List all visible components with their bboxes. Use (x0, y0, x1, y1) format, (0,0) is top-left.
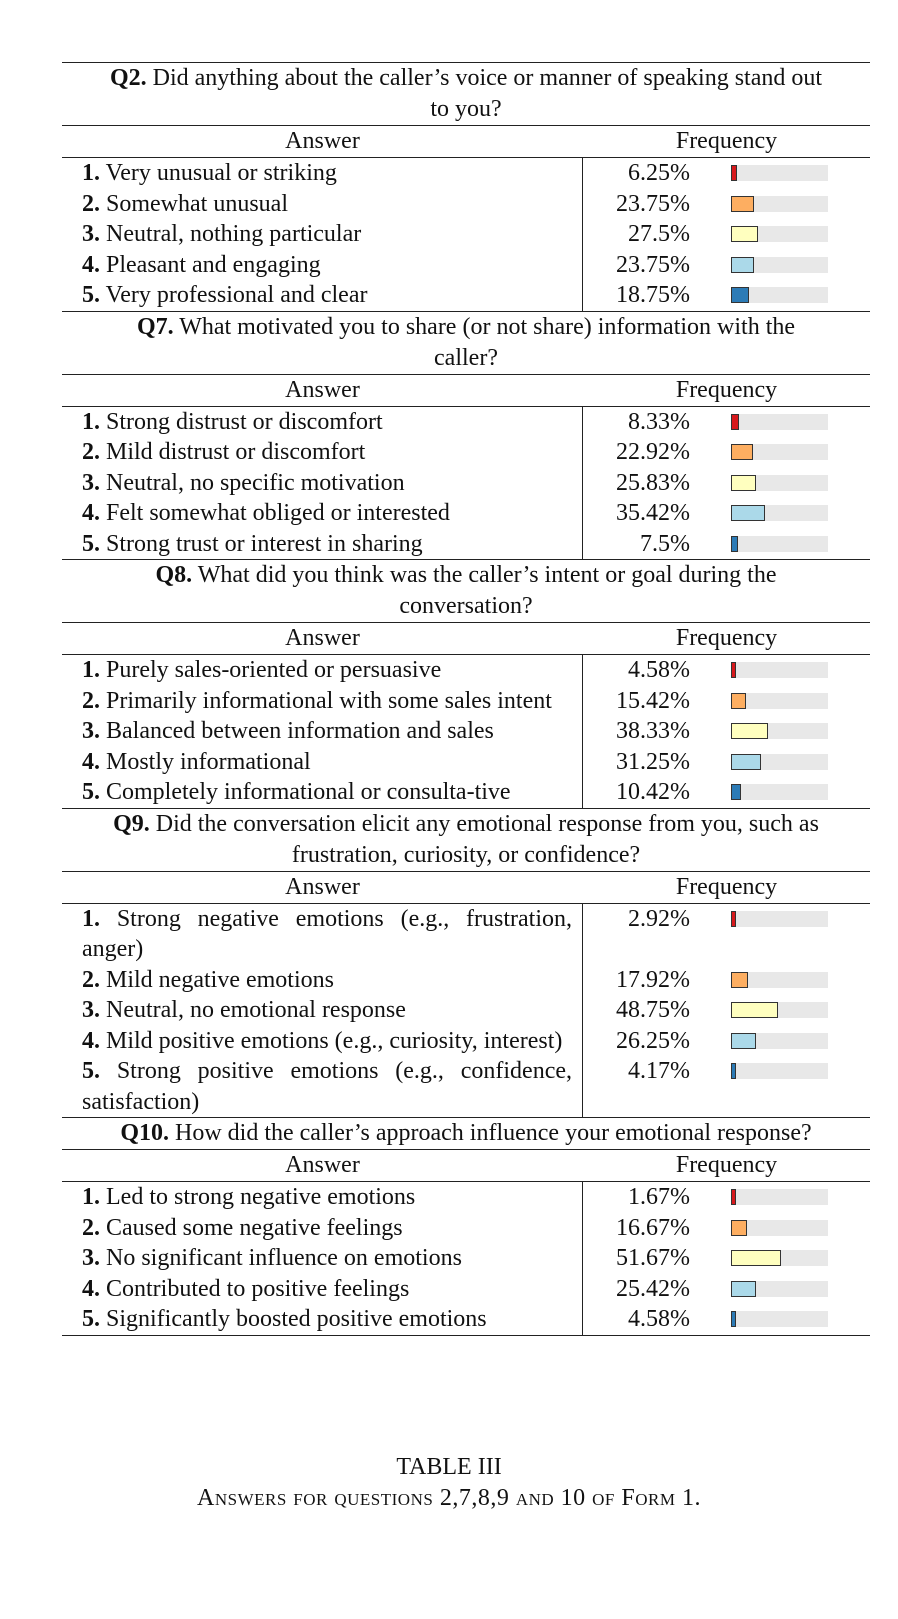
frequency-bar (731, 505, 765, 521)
frequency-bar-track (731, 1033, 828, 1049)
question-text: Did the conversation elicit any emotional response from you, such as frustration, curiosity, or confidence? (155, 810, 819, 868)
frequency-bar-track (731, 1250, 828, 1266)
frequency-bar-track (731, 1281, 828, 1297)
frequency-percent: 4.58% (628, 1306, 690, 1332)
frequency-bar (731, 444, 753, 460)
answer-row (62, 655, 870, 686)
frequency-bar-track (731, 257, 828, 273)
frequency-column-header: Frequency (675, 376, 778, 403)
frequency-cell (583, 1182, 870, 1213)
frequency-percent: 25.42% (616, 1275, 690, 1302)
question-text: What motivated you to share (or not share) information with the caller? (179, 313, 796, 371)
answer-cell (62, 1304, 583, 1335)
frequency-percent: 8.33% (628, 408, 690, 435)
frequency-cell (583, 189, 870, 220)
table-caption-text: Answers for questions 2,7,8,9 and 10 of Form 1. (197, 1485, 701, 1511)
frequency-cell (583, 1026, 870, 1057)
answer-number: 3. (82, 718, 100, 744)
answer-row (62, 777, 870, 808)
answer-text: Mild positive emotions (e.g., curiosity, interest) (106, 1027, 563, 1054)
frequency-column-header: Frequency (675, 625, 778, 651)
frequency-bar (731, 1033, 756, 1049)
table-caption (0, 1452, 898, 1514)
question-id: Q8. (155, 562, 193, 588)
table-label: TABLE III (396, 1454, 502, 1480)
frequency-bar (731, 911, 736, 927)
answer-row (62, 498, 870, 529)
frequency-bar (731, 196, 754, 212)
frequency-bar (731, 1281, 756, 1297)
answer-number: 3. (82, 997, 100, 1023)
answer-cell (62, 1026, 583, 1057)
answer-number: 2. (82, 190, 100, 217)
question-text: How did the caller’s approach influence your emotional response? (175, 1120, 812, 1146)
question-block (62, 808, 870, 1118)
answer-number: 2. (82, 1214, 100, 1241)
frequency-cell (583, 1304, 870, 1335)
answer-number: 5. (82, 530, 100, 557)
frequency-column-header: Frequency (675, 128, 778, 154)
frequency-cell (583, 437, 870, 468)
answer-column-header: Answer (285, 873, 360, 900)
answer-text: Pleasant and engaging (106, 251, 321, 278)
frequency-cell (583, 280, 870, 311)
answer-number: 4. (82, 1275, 100, 1302)
answer-number: 3. (82, 221, 100, 247)
answer-cell (62, 219, 583, 250)
frequency-percent: 25.83% (616, 469, 690, 496)
frequency-cell (583, 904, 870, 965)
frequency-bar-track (731, 784, 828, 800)
answer-number: 4. (82, 1027, 100, 1054)
frequency-bar (731, 165, 737, 181)
column-header-row (62, 622, 870, 654)
answer-cell (62, 777, 583, 808)
question-title (62, 559, 870, 622)
answer-cell (62, 158, 583, 189)
frequency-cell (583, 1274, 870, 1305)
frequency-bar-track (731, 505, 828, 521)
answer-cell (62, 1182, 583, 1213)
frequency-percent: 51.67% (616, 1245, 690, 1271)
frequency-percent: 17.92% (616, 966, 690, 993)
frequency-bar-track (731, 662, 828, 678)
question-id: Q7. (136, 313, 174, 340)
answer-cell (62, 529, 583, 560)
answer-row (62, 219, 870, 250)
frequency-percent: 15.42% (616, 687, 690, 714)
answers-body (62, 1181, 870, 1335)
answer-cell (62, 904, 583, 965)
answer-cell (62, 655, 583, 686)
answer-text: Contributed to positive feelings (106, 1275, 410, 1302)
answer-row (62, 280, 870, 311)
answer-text: Led to strong negative emotions (106, 1184, 416, 1210)
answer-row (62, 437, 870, 468)
answer-number: 5. (82, 779, 100, 805)
answer-text: Primarily informational with some sales intent (106, 687, 552, 714)
frequency-bar-track (731, 693, 828, 709)
frequency-bar (731, 536, 738, 552)
frequency-bar-track (731, 754, 828, 770)
answer-cell (62, 716, 583, 747)
frequency-cell (583, 250, 870, 281)
answer-row (62, 189, 870, 220)
answer-row (62, 1274, 870, 1305)
frequency-percent: 38.33% (616, 718, 690, 744)
question-id: Q9. (113, 810, 150, 837)
frequency-bar (731, 287, 749, 303)
frequency-cell (583, 1056, 870, 1117)
answer-cell (62, 280, 583, 311)
question-id: Q10. (120, 1120, 169, 1146)
answer-number: 2. (82, 966, 100, 993)
answer-text: Completely informational or consulta-tive (106, 779, 511, 805)
frequency-bar (731, 257, 754, 273)
frequency-bar-track (731, 414, 828, 430)
frequency-bar-track (731, 165, 828, 181)
frequency-bar (731, 414, 739, 430)
frequency-bar (731, 1250, 781, 1266)
question-text: What did you think was the caller’s intent or goal during the conversation? (197, 562, 777, 619)
frequency-bar (731, 1063, 736, 1079)
answer-row (62, 1213, 870, 1244)
frequency-percent: 4.58% (628, 657, 690, 683)
frequency-bar (731, 226, 758, 242)
answer-cell (62, 468, 583, 499)
answer-text: Strong trust or interest in sharing (106, 530, 423, 557)
frequency-cell (583, 777, 870, 808)
answer-number: 1. (82, 905, 100, 932)
frequency-bar-track (731, 1311, 828, 1327)
answer-cell (62, 189, 583, 220)
frequency-percent: 23.75% (616, 251, 690, 278)
answer-number: 4. (82, 251, 100, 278)
frequency-percent: 23.75% (616, 190, 690, 217)
frequency-bar-track (731, 723, 828, 739)
frequency-cell (583, 995, 870, 1026)
answer-number: 1. (82, 408, 100, 435)
question-block (62, 311, 870, 560)
answer-number: 1. (82, 160, 100, 186)
answer-row (62, 965, 870, 996)
answer-cell (62, 1213, 583, 1244)
frequency-bar (731, 723, 768, 739)
frequency-bar (731, 662, 736, 678)
answer-row (62, 1056, 870, 1117)
frequency-cell (583, 158, 870, 189)
answer-row (62, 1304, 870, 1335)
answer-text: Mostly informational (106, 748, 311, 775)
frequency-percent: 6.25% (628, 160, 690, 186)
frequency-cell (583, 498, 870, 529)
frequency-bar-track (731, 972, 828, 988)
answers-body (62, 654, 870, 808)
answer-number: 4. (82, 748, 100, 775)
answer-cell (62, 250, 583, 281)
answer-row (62, 529, 870, 560)
answer-number: 2. (82, 687, 100, 714)
table-bottom-rule (62, 1335, 870, 1336)
answer-number: 1. (82, 657, 100, 683)
frequency-percent: 22.92% (616, 439, 690, 465)
frequency-cell (583, 219, 870, 250)
answer-number: 2. (82, 439, 100, 465)
frequency-percent: 1.67% (628, 1184, 690, 1210)
answer-text: Neutral, no specific motivation (106, 469, 405, 496)
frequency-bar (731, 475, 756, 491)
frequency-percent: 7.5% (640, 530, 690, 557)
question-block (62, 62, 870, 311)
answer-cell (62, 965, 583, 996)
answers-body (62, 406, 870, 560)
frequency-bar-track (731, 1189, 828, 1205)
answer-text: Very professional and clear (105, 282, 368, 308)
answer-number: 3. (82, 469, 100, 496)
answer-text: Strong negative emotions (e.g., frustration, anger) (82, 905, 573, 962)
question-block (62, 559, 870, 808)
frequency-bar-track (731, 911, 828, 927)
answer-text: Significantly boosted positive emotions (106, 1306, 487, 1332)
answer-row (62, 1182, 870, 1213)
answer-text: Neutral, no emotional response (106, 997, 406, 1023)
frequency-bar (731, 784, 741, 800)
answer-text: No significant influence on emotions (106, 1245, 462, 1271)
frequency-cell (583, 407, 870, 438)
frequency-cell (583, 965, 870, 996)
frequency-cell (583, 529, 870, 560)
survey-table (62, 62, 870, 1336)
frequency-percent: 35.42% (616, 500, 690, 526)
answer-text: Purely sales-oriented or persuasive (106, 657, 442, 683)
answer-text: Mild negative emotions (106, 966, 334, 993)
frequency-percent: 18.75% (616, 282, 690, 308)
answer-row (62, 904, 870, 965)
frequency-cell (583, 468, 870, 499)
question-title (62, 62, 870, 125)
answer-cell (62, 407, 583, 438)
frequency-percent: 10.42% (616, 779, 690, 805)
frequency-bar-track (731, 1002, 828, 1018)
column-header-row (62, 1149, 870, 1181)
answer-cell (62, 1056, 583, 1117)
question-title (62, 311, 870, 374)
frequency-column-header: Frequency (675, 1152, 778, 1178)
answer-cell (62, 995, 583, 1026)
frequency-percent: 16.67% (616, 1214, 690, 1241)
frequency-percent: 26.25% (616, 1027, 690, 1054)
column-header-row (62, 871, 870, 903)
answer-text: Very unusual or striking (105, 160, 337, 186)
answer-text: Balanced between information and sales (106, 718, 494, 744)
answer-cell (62, 437, 583, 468)
frequency-cell (583, 686, 870, 717)
frequency-cell (583, 655, 870, 686)
answer-row (62, 250, 870, 281)
frequency-bar-track (731, 444, 828, 460)
answer-row (62, 407, 870, 438)
frequency-bar-track (731, 196, 828, 212)
answer-text: Mild distrust or discomfort (106, 439, 366, 465)
question-title (62, 808, 870, 871)
frequency-cell (583, 747, 870, 778)
answer-column-header: Answer (285, 376, 360, 403)
answer-cell (62, 686, 583, 717)
answer-row (62, 686, 870, 717)
frequency-bar (731, 1002, 778, 1018)
answer-row (62, 158, 870, 189)
answer-column-header: Answer (285, 1152, 360, 1178)
answer-cell (62, 498, 583, 529)
frequency-bar (731, 1189, 736, 1205)
question-block (62, 1117, 870, 1335)
question-id: Q2. (109, 65, 147, 91)
answer-cell (62, 747, 583, 778)
answer-number: 5. (82, 282, 100, 308)
answer-text: Felt somewhat obliged or interested (106, 500, 450, 526)
frequency-cell (583, 1243, 870, 1274)
answer-row (62, 995, 870, 1026)
frequency-bar-track (731, 1220, 828, 1236)
answers-body (62, 157, 870, 311)
answers-body (62, 903, 870, 1118)
answer-number: 1. (82, 1184, 100, 1210)
frequency-bar (731, 693, 746, 709)
frequency-percent: 4.17% (628, 1058, 690, 1084)
answer-cell (62, 1243, 583, 1274)
answer-row (62, 1243, 870, 1274)
question-text: Did anything about the caller’s voice or manner of speaking stand out to you? (152, 65, 823, 122)
answer-cell (62, 1274, 583, 1305)
answer-text: Caused some negative feelings (106, 1214, 403, 1241)
column-header-row (62, 374, 870, 406)
frequency-bar-track (731, 287, 828, 303)
answer-number: 3. (82, 1245, 100, 1271)
answer-text: Strong distrust or discomfort (106, 408, 383, 435)
frequency-percent: 27.5% (628, 221, 690, 247)
answer-text: Strong positive emotions (e.g., confidence, satisfaction) (82, 1058, 573, 1115)
answer-row (62, 468, 870, 499)
frequency-column-header: Frequency (675, 873, 778, 900)
answer-number: 4. (82, 500, 100, 526)
frequency-bar-track (731, 226, 828, 242)
answer-column-header: Answer (285, 625, 360, 651)
frequency-bar (731, 1220, 747, 1236)
answer-row (62, 747, 870, 778)
frequency-bar (731, 972, 748, 988)
frequency-percent: 48.75% (616, 997, 690, 1023)
question-title (62, 1117, 870, 1149)
answer-text: Somewhat unusual (106, 190, 288, 217)
frequency-cell (583, 1213, 870, 1244)
answer-row (62, 1026, 870, 1057)
frequency-percent: 31.25% (616, 748, 690, 775)
answer-text: Neutral, nothing particular (106, 221, 362, 247)
frequency-bar-track (731, 536, 828, 552)
answer-column-header: Answer (285, 128, 360, 154)
answer-number: 5. (82, 1306, 100, 1332)
frequency-cell (583, 716, 870, 747)
answer-number: 5. (82, 1058, 100, 1084)
answer-row (62, 716, 870, 747)
frequency-bar (731, 1311, 736, 1327)
frequency-bar-track (731, 475, 828, 491)
frequency-percent: 2.92% (628, 905, 690, 932)
frequency-bar (731, 754, 761, 770)
frequency-bar-track (731, 1063, 828, 1079)
column-header-row (62, 125, 870, 157)
